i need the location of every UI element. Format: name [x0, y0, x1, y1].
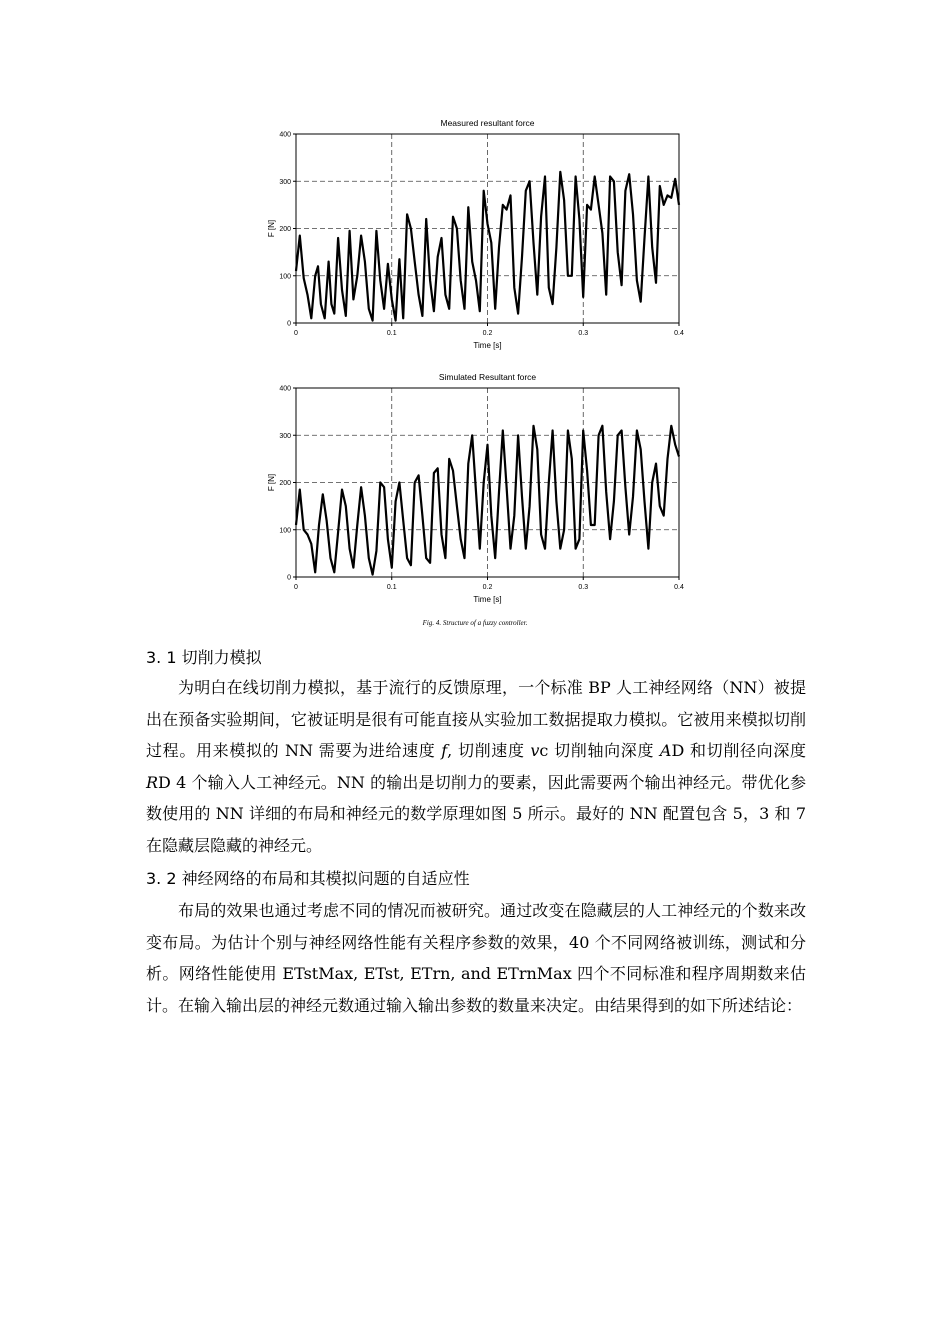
y-tick-label: 400: [279, 131, 291, 139]
x-tick-label: 0.3: [578, 584, 589, 591]
y-tick-label: 400: [279, 385, 291, 393]
simulated-force-chart-svg: [250, 366, 700, 608]
y-tick-label: 200: [279, 226, 291, 233]
x-tick-label: 0.1: [386, 584, 397, 591]
measured-force-chart: [250, 112, 700, 354]
y-tick-label: 300: [279, 432, 291, 440]
y-tick-label: 300: [279, 178, 291, 186]
simulated-force-chart: [250, 366, 700, 608]
y-tick-label: 100: [279, 273, 291, 281]
y-tick-label: 100: [279, 527, 291, 535]
chart-title: Measured resultant force: [440, 118, 535, 128]
y-axis-label: F [N]: [267, 219, 276, 238]
section-paragraph-3-1: 为明白在线切削力模拟，基于流行的反馈原理，一个标准 BP 人工神经网络（NN）被提出在预备实验期间，它被证明是很有可能直接从实验加工数据提取力模拟。它被用来模拟切削过程。用来模拟的 NN 需要为进给速度 f, 切削速度 vc 切削轴向深度 AD 和切削径向深度 RD 4 个输入人工神经元。NN 的输出是切削力的要素，因此需要两个输出神经元。带优化参数使用的 NN 详细的布局和神经元的数学原理如图 5 所示。最好的 NN 配置包含 5，3 和 7 在隐藏层隐藏的神经元。: [146, 678, 806, 855]
x-tick-label: 0.4: [674, 584, 684, 591]
x-tick-label: 0: [294, 584, 298, 591]
section-heading-3-1: 3. 1 切削力模拟: [146, 648, 262, 667]
measured-force-chart-svg: [250, 112, 700, 354]
y-tick-label: 0: [287, 574, 291, 582]
x-tick-label: 0: [294, 330, 298, 337]
x-tick-label: 0.2: [482, 584, 493, 591]
section-paragraph-3-2: 布局的效果也通过考虑不同的情况而被研究。通过改变在隐藏层的人工神经元的个数来改变布局。为估计个别与神经网络性能有关程序参数的效果，40 个不同网络被训练，测试和分析。网络性能使用 ETstMax, ETst, ETrn, and ETrnMax 四个不同标准和程序周期数来估计。在输入输出层的神经元数通过输入输出参数的数量来决定。由结果得到的如下所述结论：: [146, 901, 806, 1015]
y-tick-label: 0: [287, 320, 291, 328]
x-axis-label: Time [s]: [473, 595, 502, 604]
figure-caption: Fig. 4. Structure of a fuzzy controller.: [422, 619, 528, 627]
x-tick-label: 0.2: [482, 330, 493, 337]
x-axis-label: Time [s]: [473, 341, 502, 350]
x-tick-label: 0.4: [674, 330, 684, 337]
x-tick-label: 0.3: [578, 330, 589, 337]
x-tick-label: 0.1: [386, 330, 397, 337]
chart-title: Simulated Resultant force: [438, 372, 537, 382]
y-axis-label: F [N]: [267, 473, 276, 492]
section-heading-3-2: 3. 2 神经网络的布局和其模拟问题的自适应性: [146, 869, 470, 888]
y-tick-label: 200: [279, 480, 291, 487]
